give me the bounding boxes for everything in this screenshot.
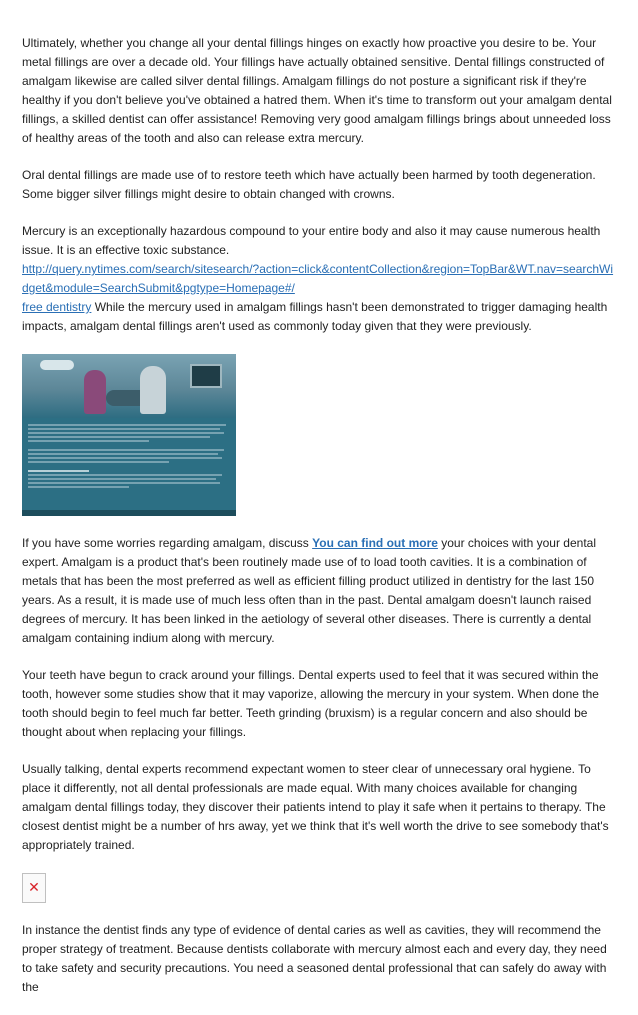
nytimes-search-link[interactable]: http://query.nytimes.com/search/sitesearch/?action=click&contentCollection&region=TopBar&WT.nav=searchWidget&module=SearchSubmit&pgtype=Homepage#/ bbox=[22, 262, 614, 295]
paragraph-3-rest: While the mercury used in amalgam fillings hasn't been demonstrated to trigger damaging health impacts, amalgam dental fillings aren't used as commonly today given that they were previously. bbox=[22, 300, 608, 333]
dental-lamp bbox=[40, 360, 74, 370]
paragraph-3-text: Mercury is an exceptionally hazardous compound to your entire body and also it may cause numerous health issue. It is an effective toxic substance. bbox=[22, 224, 601, 257]
find-out-more-link[interactable]: You can find out more bbox=[312, 536, 438, 550]
paragraph-4-after: your choices with your dental expert. Amalgam is a product that's been routinely made use of to load tooth cavities. It is a combination of metals that has been the most preferred as well as efficient filling product utilized in dentistry for the last 150 years. As a result, it is made use of much less often than in the past. Dental amalgam doesn't launch raised degrees of mercury. It has been linked in the aetiology of several other diseases. There is currently a dental amalgam containing indium along with mercury. bbox=[22, 536, 597, 645]
article-body bbox=[22, 34, 618, 1015]
dentist-figure bbox=[84, 370, 106, 414]
paragraph-4-before: If you have some worries regarding amalgam, discuss bbox=[22, 536, 313, 550]
paragraph-6: Usually talking, dental experts recommend expectant women to steer clear of unnecessary oral hygiene. To place it differently, not all dental professionals are made equal. With many choices available for changing amalgam dental fillings today, they discover their patients intend to play it safe when it pertains to therapy. The closest dentist might be a number of hrs away, yet we think that it's well worth the drive to see somebody that's appropriately trained. bbox=[22, 762, 609, 852]
assistant-figure bbox=[140, 366, 166, 414]
free-dentistry-link[interactable]: free dentistry bbox=[22, 300, 92, 314]
paragraph-7: In instance the dentist finds any type of evidence of dental caries as well as cavities, they will recommend the proper strategy of treatment. Because dentists collaborate with mercury almost each and every day, they need to take safety and security precautions. You need a seasoned dental professional that can safely do away with the bbox=[22, 923, 607, 994]
image-footer-bar bbox=[22, 510, 236, 516]
close-x-icon: ✕ bbox=[28, 880, 40, 896]
dental-office-screenshot-image bbox=[22, 354, 236, 516]
dental-office-photo bbox=[22, 354, 236, 418]
broken-image-icon bbox=[22, 873, 46, 903]
paragraph-1: Ultimately, whether you change all your dental fillings hinges on exactly how proactive you desire to be. Your metal fillings are over a decade old. Your fillings have actually obtained sensitive. Dental fillings constructed of amalgam likewise are called silver dental fillings. Amalgam fillings do not posture a significant risk if they're healthy if you don't believe you've obtained a hatred them. When it's time to transform out your amalgam dental fillings, a skilled dentist can offer assistance! Removing very good amalgam fillings brings about unneeded loss of healthy areas of the tooth and also can release extra mercury. bbox=[22, 36, 612, 145]
paragraph-3 bbox=[22, 222, 618, 336]
image-text-block bbox=[28, 424, 230, 490]
monitor-screen bbox=[190, 364, 222, 388]
paragraph-2: Oral dental fillings are made use of to restore teeth which have actually been harmed by tooth degeneration. Some bigger silver fillings might desire to obtain changed with crowns. bbox=[22, 168, 596, 201]
paragraph-5: Your teeth have begun to crack around your fillings. Dental experts used to feel that it was secured within the tooth, however some studies show that it may vaporize, allowing the mercury in your system. When done the tooth should begin to feel much far better. Teeth grinding (bruxism) is a regular concern and also should be thought about when replacing your fillings. bbox=[22, 668, 599, 739]
paragraph-4 bbox=[22, 534, 618, 648]
